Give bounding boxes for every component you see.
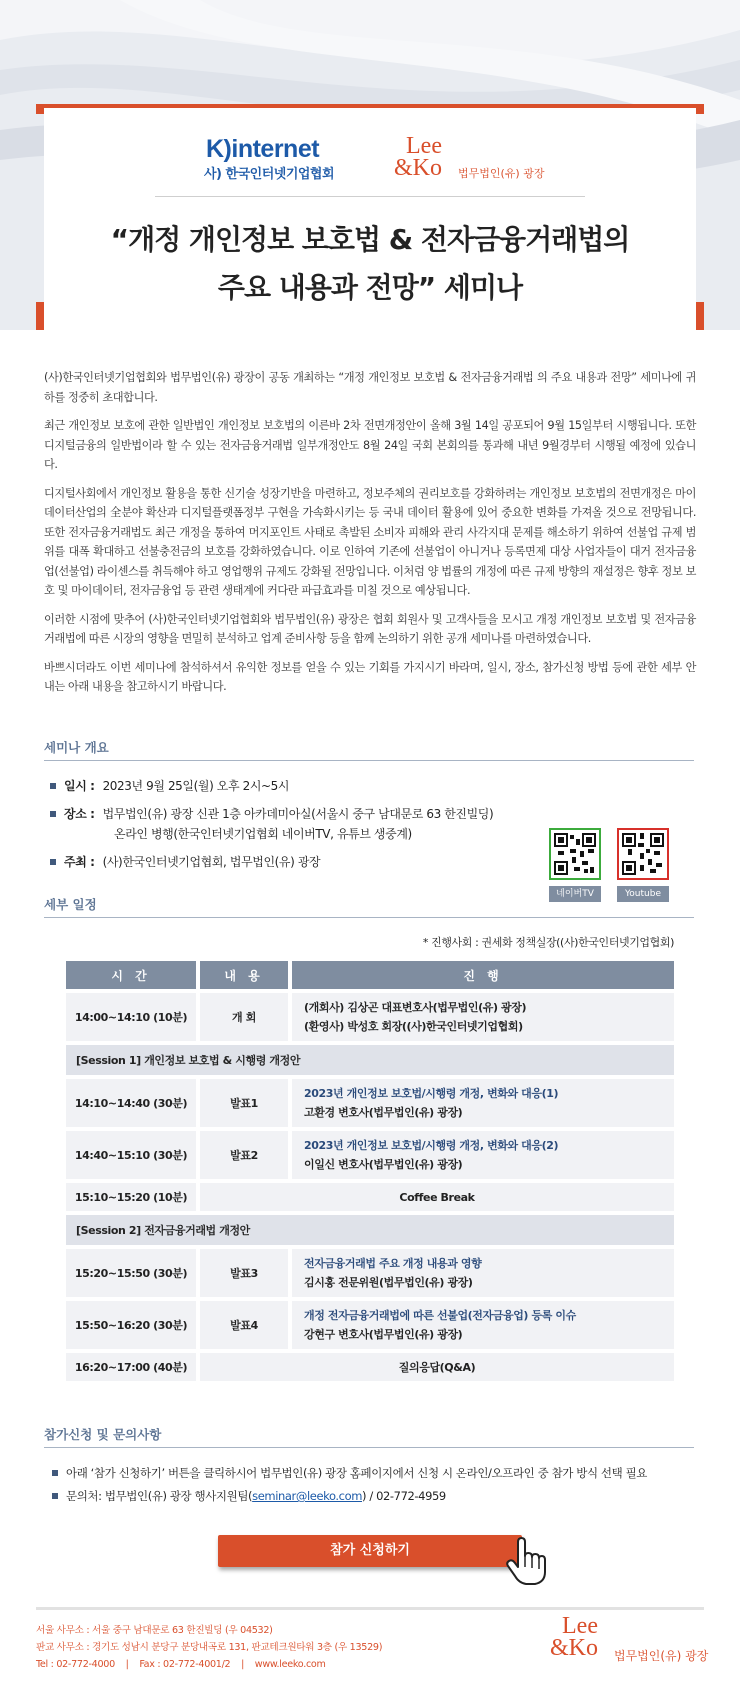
table-row [66, 1131, 674, 1179]
youtube-qr-caption: Youtube [617, 886, 669, 902]
table-row [66, 1079, 674, 1127]
date-label: 일시 : [64, 779, 95, 793]
hand-pointer-icon [504, 1536, 548, 1586]
row-type: 발표2 [200, 1131, 292, 1179]
program-line-1: 2023년 개인정보 보호법/시행령 개정, 변화와 대응(1) [304, 1087, 559, 1100]
row-program [292, 1131, 674, 1179]
row-type: 발표3 [200, 1249, 292, 1297]
row-type: 개 회 [200, 993, 292, 1041]
overview-list [48, 776, 493, 880]
row-time: 16:20~17:00 (40분) [66, 1353, 200, 1381]
logo-divider [155, 196, 585, 197]
footer-website-link[interactable]: www.leeko.com [254, 1659, 326, 1670]
row-time: 15:10~15:20 (10분) [66, 1183, 200, 1211]
program-line-1: 개정 전자금융거래법에 따른 선불업(전자금융업) 등록 이슈 [304, 1309, 576, 1322]
session-title: [Session 1] 개인정보 보호법 & 시행령 개정안 [66, 1045, 674, 1075]
host-value: (사)한국인터넷기업협회, 법무법인(유) 광장 [102, 855, 321, 869]
apply-item [50, 1463, 647, 1483]
table-row [66, 993, 674, 1041]
session-row [66, 1045, 674, 1075]
bullet-square-icon [50, 811, 56, 817]
naver-qr-caption: 네이버TV [549, 886, 601, 902]
leeko-name: 법무법인(유) 광장 [614, 1649, 709, 1663]
table-row [66, 1249, 674, 1297]
leeko-ko-text: &Ko [394, 155, 442, 181]
leeko-name: 법무법인(유) 광장 [458, 167, 545, 180]
table-row [66, 1353, 674, 1381]
program-line-2: 이일신 변호사(법무법인(유) 광장) [304, 1158, 463, 1171]
footer-leeko-logo [548, 1615, 708, 1665]
leeko-logo [392, 135, 552, 185]
session-title: [Session 2] 전자금융거래법 개정안 [66, 1215, 674, 1245]
kinternet-logo [200, 135, 350, 180]
intro-paragraph: 바쁘시더라도 이번 세미나에 참석하셔서 유익한 정보를 얻을 수 있는 기회를 가지시기 바라며, 일시, 장소, 참가신청 방법 등에 관한 세부 안내는 아래 내용을 참고하시기 바랍니다. [44, 660, 696, 693]
footer-tel: Tel : 02-772-4000 [36, 1659, 115, 1670]
overview-heading: 세미나 개요 [44, 740, 109, 755]
row-time: 14:10~14:40 (30분) [66, 1079, 200, 1127]
header-time: 시 간 [66, 961, 200, 989]
qr-code-icon [554, 833, 596, 875]
program-line-2: 고환경 변호사(법무법인(유) 광장) [304, 1106, 463, 1119]
leeko-lee-text: Lee [406, 133, 442, 159]
row-program [292, 1079, 674, 1127]
row-type: 발표1 [200, 1079, 292, 1127]
footer-info [36, 1622, 382, 1673]
place-value-2: 온라인 병행(한국인터넷기업협회 네이버TV, 유튜브 생중계) [114, 827, 412, 841]
bullet-square-icon [50, 783, 56, 789]
intro-paragraph: 최근 개인정보 보호에 관한 일반법인 개인정보 보호법의 이른바 2차 전면개정안이 올해 3월 14일 공포되어 9월 15일부터 시행됩니다. 또한 디지털금융의 일반법이라 할 수 있는 전자금융거래법 일부개정안도 8월 24일 국회 본회의를 통과해 내년 9월경부터 시행될 예정에 있습니다. [44, 419, 696, 471]
footer-divider [36, 1607, 704, 1610]
apply-item-text: 아래 ‘참가 신청하기’ 버튼을 클릭하시어 법무법인(유) 광장 홈페이지에서 신청 시 온라인/오프라인 중 참가 방식 선택 필요 [66, 1466, 648, 1480]
row-time: 14:00~14:10 (10분) [66, 993, 200, 1041]
contact-prefix: 문의처: 법무법인(유) 광장 행사지원팀( [66, 1489, 253, 1503]
header-progress: 진 행 [292, 961, 674, 989]
contact-email-link[interactable]: seminar@leeko.com [252, 1489, 363, 1503]
footer-pangyo-address: 판교 사무소 : 경기도 성남시 분당구 분당내곡로 131, 판교테크원타워 3층 (우 13529) [36, 1642, 383, 1653]
footer-fax: Fax : 02-772-4001/2 [139, 1659, 231, 1670]
row-time: 14:40~15:10 (30분) [66, 1131, 200, 1179]
session-row [66, 1215, 674, 1245]
program-line-1: 전자금융거래법 주요 개정 내용과 영향 [304, 1257, 482, 1270]
footer-seoul-address: 서울 사무소 : 서울 중구 남대문로 63 한진빌딩 (우 04532) [36, 1625, 273, 1636]
place-label: 장소 : [64, 807, 95, 821]
kinternet-wordmark: K)internet [206, 135, 320, 163]
contact-suffix: ) / 02-772-4959 [362, 1489, 446, 1503]
bullet-square-icon [52, 1493, 58, 1499]
leeko-ko-text: &Ko [550, 1635, 598, 1661]
overview-date [48, 776, 493, 796]
bullet-square-icon [50, 859, 56, 865]
footer-contacts: Tel : 02-772-4000 | Fax : 02-772-4001/2 | www.leeko.com [36, 1659, 326, 1670]
apply-item [50, 1486, 647, 1506]
program-line-2: (환영사) 박성호 회장((사)한국인터넷기업협회) [304, 1020, 523, 1033]
date-value: 2023년 9월 25일(월) 오후 2시~5시 [102, 779, 290, 793]
coffee-break: Coffee Break [200, 1183, 674, 1211]
title-line-2: 주요 내용과 전망” 세미나 [217, 271, 523, 304]
schedule-divider [44, 917, 694, 918]
qr-code-icon [622, 833, 664, 875]
program-line-2: 강현구 변호사(법무법인(유) 광장) [304, 1328, 463, 1341]
row-time: 15:50~16:20 (30분) [66, 1301, 200, 1349]
intro-text [44, 368, 696, 706]
bullet-square-icon [52, 1470, 58, 1476]
page-title [60, 216, 680, 312]
intro-paragraph: (사)한국인터넷기업협회와 법무법인(유) 광장이 공동 개최하는 “개정 개인정보 보호법 & 전자금융거래법 의 주요 내용과 전망” 세미나에 귀하를 정중히 초대합니다. [44, 371, 696, 404]
overview-divider [44, 760, 694, 761]
qa-session: 질의응답(Q&A) [200, 1353, 674, 1381]
apply-button[interactable]: 참가 신청하기 [218, 1535, 522, 1567]
row-type: 발표4 [200, 1301, 292, 1349]
table-row [66, 1183, 674, 1211]
apply-heading: 참가신청 및 문의사항 [44, 1427, 162, 1442]
overview-place [48, 804, 493, 844]
title-line-1: “개정 개인정보 보호법 & 전자금융거래법의 [110, 223, 630, 256]
intro-paragraph: 이러한 시점에 맞추어 (사)한국인터넷기업협회와 법무법인(유) 광장은 협회 회원사 및 고객사들을 모시고 개정 개인정보 보호법 및 전자금융거래법에 따른 시장의 영향을 면밀히 분석하고 업계 준비사항 등을 함께 논의하기 위한 공개 세미나를 마련하였습니다. [44, 612, 696, 645]
host-label: 주최 : [64, 855, 95, 869]
apply-list [50, 1463, 647, 1509]
schedule-host-note: * 진행사회 : 권세화 정책실장((사)한국인터넷기업협회) [422, 936, 674, 949]
schedule-table [66, 957, 674, 1385]
table-header-row [66, 961, 674, 989]
youtube-qr-code[interactable] [617, 828, 669, 880]
program-line-1: 2023년 개인정보 보호법/시행령 개정, 변화와 대응(2) [304, 1139, 559, 1152]
apply-divider [44, 1447, 694, 1448]
row-program [292, 1249, 674, 1297]
program-line-1: (개회사) 김상곤 대표변호사(법무법인(유) 광장) [304, 1001, 527, 1014]
kinternet-name: 사) 한국인터넷기업협회 [204, 167, 335, 182]
place-value-1: 법무법인(유) 광장 신관 1층 아카데미아실(서울시 중구 남대문로 63 한진빌딩) [102, 807, 494, 821]
row-time: 15:20~15:50 (30분) [66, 1249, 200, 1297]
overview-host [48, 852, 493, 872]
header-content: 내 용 [200, 961, 292, 989]
leeko-lee-text: Lee [562, 1613, 598, 1639]
program-line-2: 김시홍 전문위원(법무법인(유) 광장) [304, 1276, 473, 1289]
table-row [66, 1301, 674, 1349]
schedule-heading: 세부 일정 [44, 897, 97, 912]
intro-paragraph: 디지털사회에서 개인정보 활용을 통한 신기술 성장기반을 마련하고, 정보주체의 권리보호를 강화하려는 개인정보 보호법의 전면개정은 마이데이터산업의 全분야 확산과 디지털플랫폼정부 구현을 가속화시키는 등 국내 데이터 활용에 있어 중요한 변화를 가져올 것으로 전망됩니다. 또한 전자금융거래법도 최근 개정을 통하여 머지포인트 사태로 촉발된 소비자 피해와 관리 사각지대 문제를 해소하기 위하여 선불업 규제 범위를 대폭 확대하고 선불충전금의 보호를 강화하였습니다. 이로 인하여 기존에 선불업이 아니거나 등록면제 대상 사업자들이 대거 전자금융업(선불업) 라이센스를 취득해야 하고 영업행위 규제도 강화될 전망입니다. 이처럼 양 법률의 개정에 따른 규제 방향의 재설정은 향후 정보 보호 및 마이데이터, 전자금융업 등 관련 생태계에 커다란 파급효과를 미칠 것으로 예상됩니다. [44, 486, 696, 597]
row-program [292, 1301, 674, 1349]
row-program [292, 993, 674, 1041]
naver-qr-code[interactable] [549, 828, 601, 880]
